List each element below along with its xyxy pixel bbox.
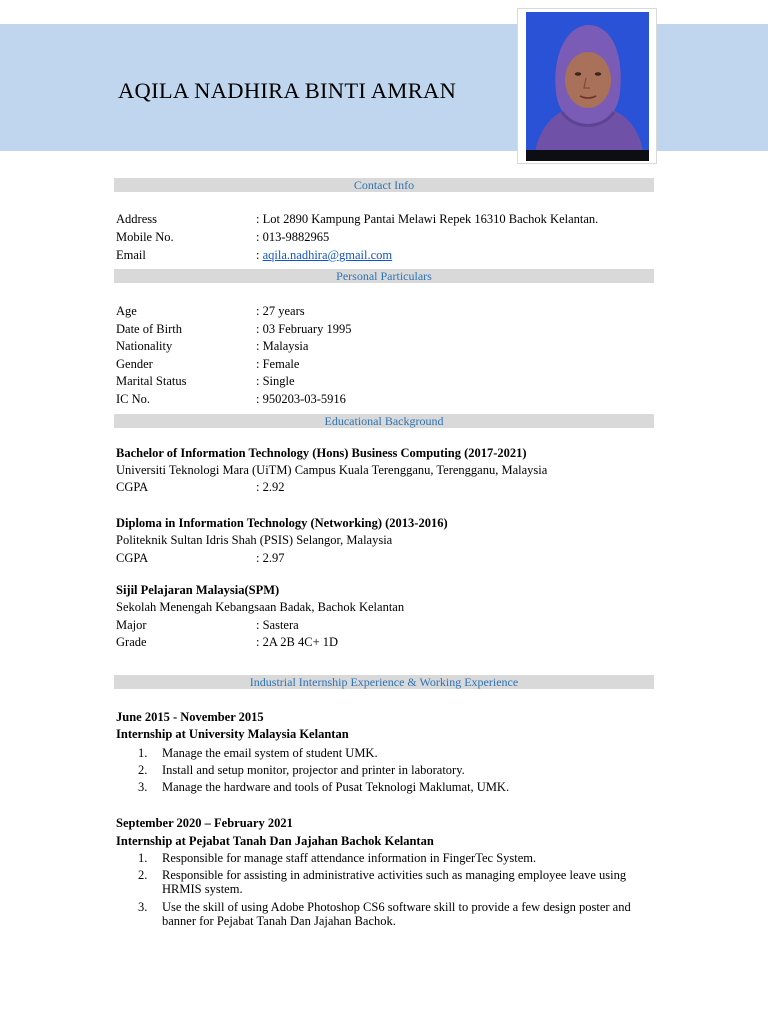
- email-prefix: :: [256, 248, 263, 262]
- exp1-item-text: Manage the hardware and tools of Pusat Teknologi Maklumat, UMK.: [162, 780, 510, 794]
- exp2-item-number: 1.: [138, 851, 148, 865]
- address-label: Address: [116, 212, 157, 226]
- spm-major-label: Major: [116, 618, 147, 632]
- diploma-cgpa-label: CGPA: [116, 551, 149, 565]
- diploma-school: Politeknik Sultan Idris Shah (PSIS) Selangor, Malaysia: [116, 533, 393, 547]
- exp2-item-text: Responsible for manage staff attendance information in FingerTec System.: [162, 851, 537, 865]
- spm-grade-label: Grade: [116, 635, 147, 649]
- profile-photo: [526, 12, 649, 161]
- spm-grade-value: : 2A 2B 4C+ 1D: [256, 635, 339, 649]
- spm-major-value: : Sastera: [256, 618, 299, 632]
- portrait-image: [526, 12, 649, 161]
- nationality-label: Nationality: [116, 339, 173, 353]
- diploma-title: Diploma in Information Technology (Networking) (2013-2016): [116, 516, 448, 530]
- exp2-item-text: Use the skill of using Adobe Photoshop CS6 software skill to provide a few design poster and banner for Pejabat Tanah Dan Jajahan Bachok.: [162, 900, 631, 928]
- email-link[interactable]: aqila.nadhira@gmail.com: [262, 248, 393, 262]
- section-personal-particulars: Personal Particulars: [114, 269, 654, 283]
- mobile-value: : 013-9882965: [256, 230, 330, 244]
- exp1-item-number: 1.: [138, 746, 148, 760]
- degree-cgpa-label: CGPA: [116, 480, 149, 494]
- exp1-item-text: Install and setup monitor, projector and printer in laboratory.: [162, 763, 465, 777]
- diploma-cgpa-value: : 2.97: [256, 551, 285, 565]
- exp1-period: June 2015 - November 2015: [116, 710, 264, 724]
- gender-label: Gender: [116, 357, 153, 371]
- exp2-role: Internship at Pejabat Tanah Dan Jajahan Bachok Kelantan: [116, 834, 434, 848]
- marital-value: : Single: [256, 374, 295, 388]
- spm-title: Sijil Pelajaran Malaysia(SPM): [116, 583, 280, 597]
- degree-school: Universiti Teknologi Mara (UiTM) Campus Kuala Terengganu, Terengganu, Malaysia: [116, 463, 548, 477]
- spm-school: Sekolah Menengah Kebangsaan Badak, Bachok Kelantan: [116, 600, 405, 614]
- degree-cgpa-value: : 2.92: [256, 480, 285, 494]
- exp2-item-number: 3.: [138, 900, 148, 914]
- section-experience: Industrial Internship Experience & Working Experience: [114, 675, 654, 689]
- address-value: : Lot 2890 Kampung Pantai Melawi Repek 16310 Bachok Kelantan.: [256, 212, 599, 226]
- exp1-item-number: 2.: [138, 763, 148, 777]
- dob-label: Date of Birth: [116, 322, 182, 336]
- age-label: Age: [116, 304, 137, 318]
- email-value-wrap: [256, 248, 392, 263]
- age-value: : 27 years: [256, 304, 305, 318]
- applicant-name: AQILA NADHIRA BINTI AMRAN: [118, 78, 457, 103]
- nationality-value: : Malaysia: [256, 339, 309, 353]
- exp1-role: Internship at University Malaysia Kelantan: [116, 727, 349, 741]
- marital-label: Marital Status: [116, 374, 187, 388]
- gender-value: : Female: [256, 357, 300, 371]
- exp1-item-text: Manage the email system of student UMK.: [162, 746, 378, 760]
- degree-title: Bachelor of Information Technology (Hons) Business Computing (2017-2021): [116, 446, 527, 460]
- section-educational-background: Educational Background: [114, 414, 654, 428]
- dob-value: : 03 February 1995: [256, 322, 352, 336]
- ic-label: IC No.: [116, 392, 151, 406]
- profile-photo-frame: [517, 8, 657, 164]
- exp2-item-text: Responsible for assisting in administrative activities such as managing employee leave using HRMIS system.: [162, 868, 627, 896]
- ic-value: : 950203-03-5916: [256, 392, 346, 406]
- exp2-period: September 2020 – February 2021: [116, 816, 293, 830]
- section-contact-info: Contact Info: [114, 178, 654, 192]
- mobile-label: Mobile No.: [116, 230, 174, 244]
- exp1-item-number: 3.: [138, 780, 148, 794]
- exp2-item-number: 2.: [138, 868, 148, 882]
- email-label: Email: [116, 248, 146, 262]
